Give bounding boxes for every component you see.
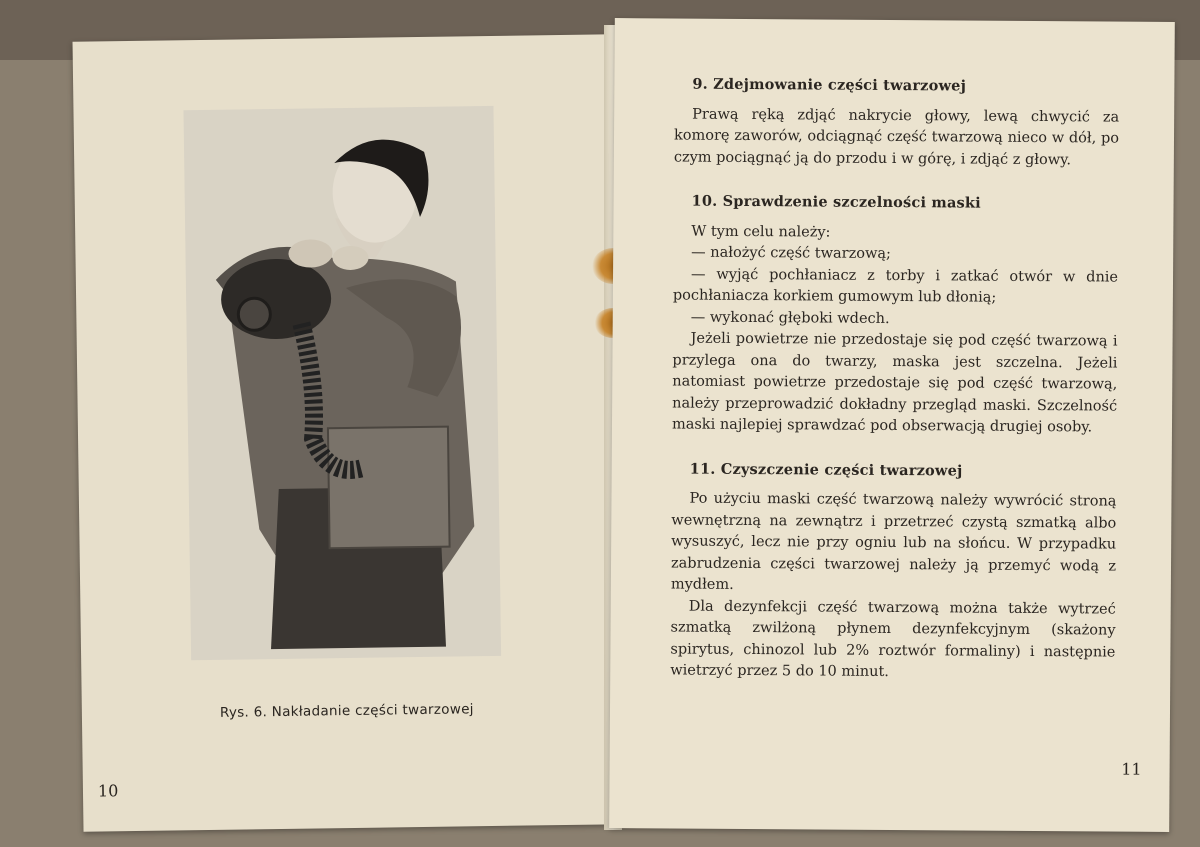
section-11 — [670, 458, 1117, 685]
paragraph: Dla dezynfekcji część twarzową można także wytrzeć szmatką zwilżoną płynem dezynfekcyjnym (skażony spirytus, chinozol lub 2% roztwór formaliny) i następnie wietrzyć przez 5 do 10 minut. — [670, 598, 1116, 680]
section-heading: 11. Czyszczenie części twarzowej — [689, 460, 963, 479]
paragraph: Jeżeli powietrze nie przedostaje się pod część twarzową i przylega ona do twarzy, maska jest szczelna. Jeżeli natomiast powietrze przedostaje się pod część twarzową, należy przeprowadzić dokładny przegląd maski. Szczelność maski najlepiej sprawdzać pod obserwacją drugiej osoby. — [671, 330, 1118, 436]
right-page — [609, 18, 1175, 832]
list-item: — wyjąć pochłaniacz z torby i zatkać otwór w dnie pochłaniacza korkiem gumowym lub dłonią; — [672, 266, 1119, 306]
figure-caption: Rys. 6. Nakładanie części twarzowej — [219, 701, 474, 721]
page-number-left: 10 — [97, 781, 119, 801]
section-heading: 10. Sprawdzenie szczelności maski — [691, 192, 981, 212]
list-item: — nałożyć część twarzową; — [691, 244, 891, 262]
left-page — [73, 34, 624, 831]
section-9 — [674, 73, 1120, 171]
photo-man-putting-on-gas-mask — [183, 106, 501, 660]
paragraph: Prawą ręką zdjąć nakrycie głowy, lewą chwycić za komorę zaworów, odciągnąć część twarzową nieco w dół, po czym pociągnąć ją do przodu i w górę, i zdjąć z głowy. — [673, 106, 1120, 168]
section-heading: 9. Zdejmowanie części twarzowej — [692, 75, 967, 95]
section-10 — [672, 190, 1119, 439]
paragraph: W tym celu należy: — [691, 223, 831, 241]
page-number-right: 11 — [1121, 759, 1142, 779]
text-column — [670, 73, 1119, 707]
paragraph: Po użyciu maski część twarzową należy wywrócić stroną wewnętrzną na zewnątrz i przetrzeć czystą szmatką albo wysuszyć, lecz nie przy ogniu lub na słońcu. W przypadku zabrudzenia części twarzowej należy ją przemyć wodą z mydłem. — [670, 490, 1117, 593]
list-item: — wykonać głęboki wdech. — [690, 309, 890, 327]
